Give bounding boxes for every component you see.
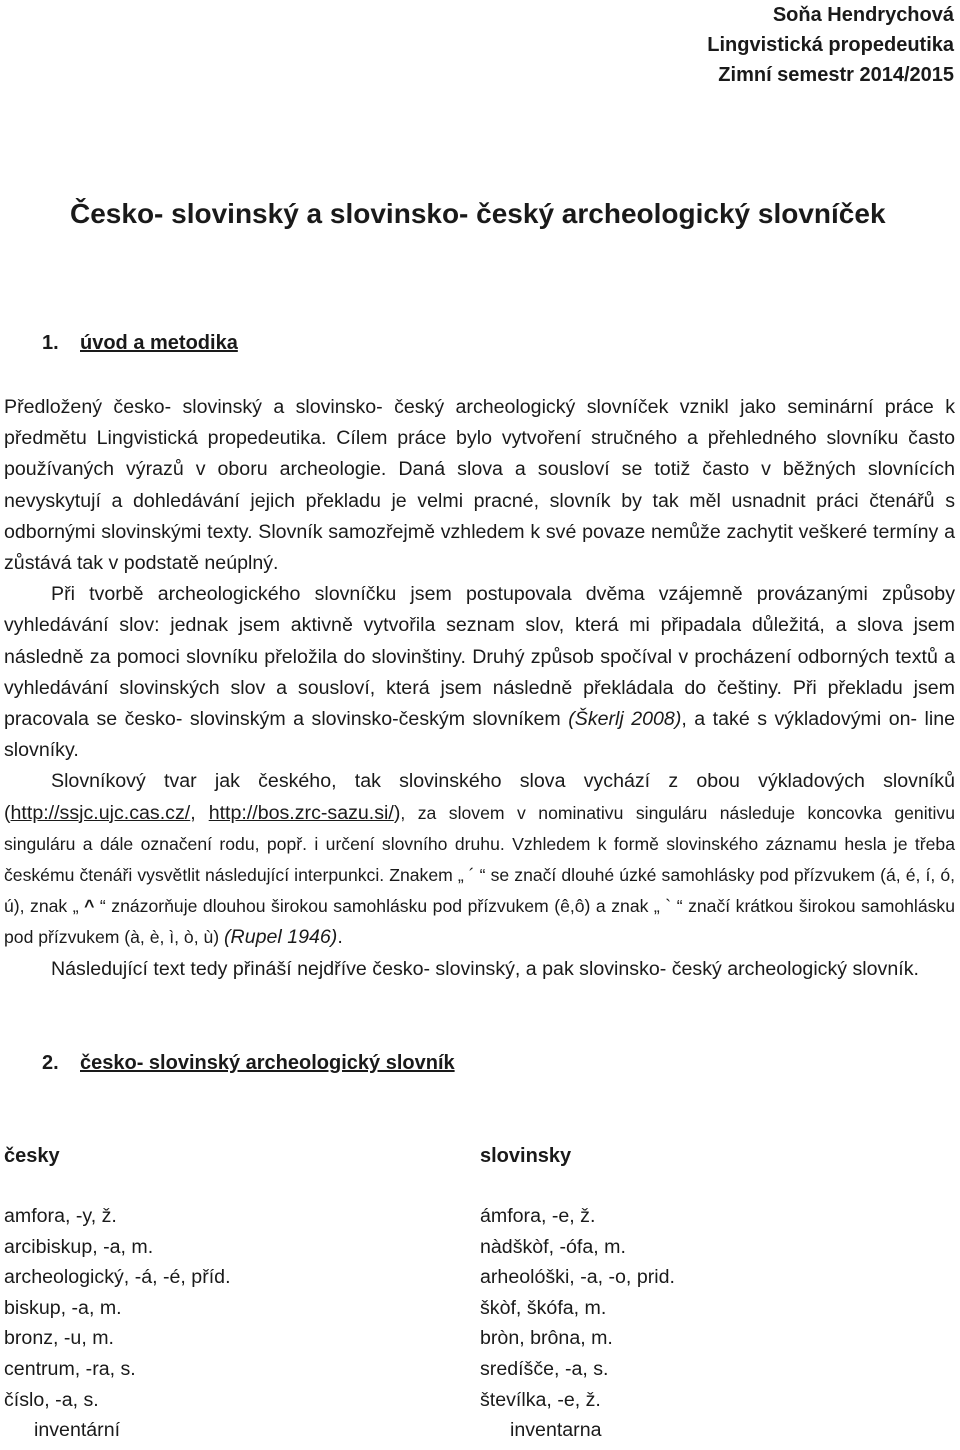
czech-term: archeologický, -á, -é, příd. bbox=[4, 1266, 231, 1289]
paragraph-text: Při tvorbě archeologického slovníčku jsem postupovala dvěma vzájemně provázanými způsoby vyhledávání slov: jednak jsem aktivně vytvořila seznam slov, která mi připadala důležitá, a slova jsem následně za pomoci slovníku přeložila do slovinštiny. Druhý způsob spočíval v procházení odborných textů a vyhledávání slovinských slov a sousloví, která jsem následně překládala do češtiny. Při překladu jsem pracovala se česko- slovinským a slovinsko-českým slovníkem bbox=[4, 583, 955, 731]
caret-symbol: ^ bbox=[84, 896, 95, 917]
section-number: 1. bbox=[42, 332, 59, 354]
paragraph-text: , za slovem v nominativu singuláru následuje koncovka genitivu singuláru a dále označení rodu, popř. i určení slovního druhu. Vzhledem k formě slovinského záznamu hesla je třeba českému čtenáři vysvětlit následující interpunkci. Znakem „ ´ “ se značí dlouhé úzké samohlásky pod přízvukem (á, é, í, ó, ú), znak „ bbox=[4, 802, 956, 917]
czech-term: arcibiskup, -a, m. bbox=[4, 1235, 154, 1258]
separator: , bbox=[190, 801, 209, 824]
link-bos[interactable]: http://bos.zrc-sazu.si/ bbox=[208, 801, 394, 824]
section-title: česko- slovinský archeologický slovník bbox=[80, 1052, 455, 1074]
dictionary-entry bbox=[0, 1389, 960, 1420]
slovene-term: bròn, brôna, m. bbox=[480, 1327, 613, 1350]
dictionary-entry bbox=[0, 1297, 960, 1328]
paragraph-text: , a také s výkladovými on- line slovníky. bbox=[4, 708, 956, 762]
czech-term: bronz, -u, m. bbox=[4, 1327, 114, 1350]
section-title: úvod a metodika bbox=[80, 332, 238, 354]
dictionary-entry bbox=[0, 1266, 960, 1297]
dictionary-entry bbox=[0, 1236, 960, 1267]
document-title: Česko- slovinský a slovinsko- český archeologický slovníček bbox=[70, 198, 886, 229]
paragraph-1 bbox=[4, 392, 955, 579]
paragraph-text: . bbox=[337, 926, 343, 949]
slovene-term: ámfora, -e, ž. bbox=[480, 1205, 596, 1227]
paragraph-text: Předložený česko- slovinský a slovinsko- český archeologický slovníček vznikl jako seminární práce k předmětu Lingvistická propedeutika. Cílem práce bylo vytvoření stručného a přehledného slovníku často používaných výrazů v oboru archeologie. Daná slova a sousloví se totiž často v běžných slovnících nevyskytují a dohledávání jejich překladu je velmi pracné, slovník by tak měl usnadnit práci čtenářů s odbornými slovinskými texty. Slovník samozřejmě vzhledem k své povaze nemůže zachytit veškeré termíny a zůstává tak v podstatě neúplný. bbox=[4, 396, 955, 575]
dictionary-entries bbox=[0, 1205, 960, 1450]
paragraph-3 bbox=[4, 766, 955, 953]
paragraph-text: “ znázorňuje dlouhou širokou samohlásku pod přízvukem (ê,ô) a znak „ ` “ značí krátkou širokou samohlásku pod přízvukem (à, è, ì, ò, ù) bbox=[4, 896, 955, 948]
czech-term: inventární bbox=[34, 1419, 121, 1442]
author-name: Soňa Hendrychová bbox=[772, 4, 954, 26]
column-header-slovene: slovinsky bbox=[480, 1145, 572, 1167]
slovene-term: števílka, -e, ž. bbox=[480, 1388, 601, 1411]
citation: (Rupel 1946) bbox=[224, 926, 338, 949]
section-number: 2. bbox=[42, 1052, 59, 1074]
link-ssjc[interactable]: http://ssjc.ujc.cas.cz/ bbox=[10, 801, 191, 824]
dictionary-entry bbox=[0, 1358, 960, 1389]
paren-open: ( bbox=[4, 801, 11, 824]
slovene-term: arheolóški, -a, -o, prid. bbox=[480, 1266, 675, 1289]
paragraph-2 bbox=[4, 579, 955, 766]
dictionary-entry bbox=[0, 1327, 960, 1358]
column-header-czech: česky bbox=[4, 1145, 60, 1167]
paragraph-text: Následující text tedy přináší nejdříve česko- slovinský, a pak slovinsko- český archeologický slovník. bbox=[51, 957, 919, 980]
intro-text bbox=[4, 392, 955, 985]
slovene-term: sredíšče, -a, s. bbox=[480, 1357, 609, 1380]
czech-term: amfora, -y, ž. bbox=[4, 1205, 117, 1227]
paragraph-text: Slovníkový tvar jak českého, tak slovinského slova vychází z obou výkladových slovníků bbox=[51, 770, 955, 793]
paren-close: ) bbox=[393, 801, 401, 824]
dictionary-entry bbox=[0, 1205, 960, 1236]
slovene-term: inventarna bbox=[510, 1419, 602, 1442]
czech-term: biskup, -a, m. bbox=[4, 1296, 122, 1319]
section-heading-dictionary bbox=[42, 1052, 455, 1075]
semester: Zimní semestr 2014/2015 bbox=[718, 64, 954, 86]
citation: (Škerlj 2008) bbox=[568, 708, 682, 731]
slovene-term: nàdškòf, -ófa, m. bbox=[480, 1235, 626, 1258]
slovene-term: škòf, škófa, m. bbox=[480, 1296, 607, 1319]
paragraph-4 bbox=[4, 954, 955, 985]
header-block bbox=[707, 0, 954, 90]
section-heading-intro bbox=[42, 332, 238, 355]
czech-term: číslo, -a, s. bbox=[4, 1388, 99, 1411]
dictionary-entry bbox=[0, 1419, 960, 1450]
course-name: Lingvistická propedeutika bbox=[707, 34, 954, 56]
czech-term: centrum, -ra, s. bbox=[4, 1357, 136, 1380]
